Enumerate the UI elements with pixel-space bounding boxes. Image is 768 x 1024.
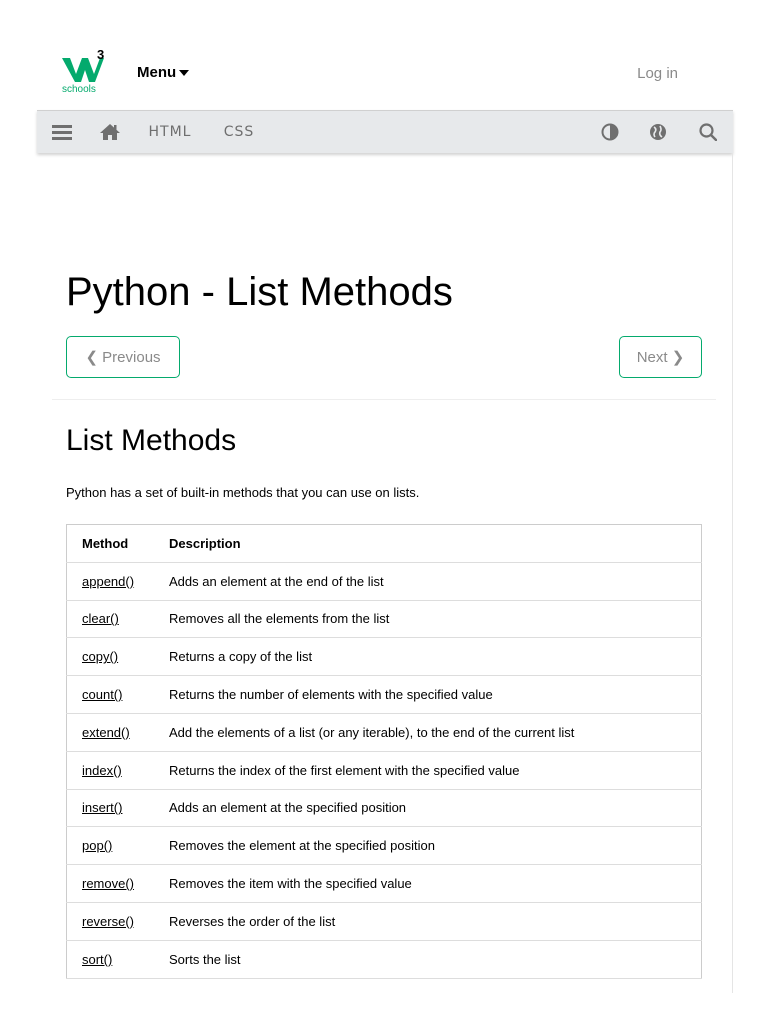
description-cell: Removes the element at the specified position	[169, 838, 435, 854]
top-header	[37, 36, 733, 110]
method-cell	[67, 638, 155, 676]
description-cell: Reverses the order of the list	[169, 913, 336, 929]
logo-superscript: 3	[97, 47, 105, 62]
method-cell	[67, 940, 155, 978]
content-border	[732, 153, 733, 993]
table-row	[67, 827, 702, 865]
description-cell: Removes all the elements from the list	[169, 611, 390, 627]
table-header-row	[67, 525, 702, 563]
method-link[interactable]: sort()	[82, 951, 113, 967]
method-cell	[67, 713, 155, 751]
description-cell: Returns the index of the first element with the specified value	[169, 762, 520, 778]
method-cell	[67, 751, 155, 789]
table-row	[67, 751, 702, 789]
description-cell: Returns the number of elements with the specified value	[169, 687, 493, 703]
method-link[interactable]: reverse()	[82, 913, 135, 929]
table-row	[67, 865, 702, 903]
method-link[interactable]: clear()	[82, 611, 119, 627]
table-row	[67, 638, 702, 676]
method-cell	[67, 789, 155, 827]
hamburger-menu-icon[interactable]	[51, 111, 73, 153]
search-icon[interactable]	[697, 111, 719, 153]
table-row	[67, 940, 702, 978]
table-row	[67, 600, 702, 638]
description-cell: Adds an element at the end of the list	[169, 573, 384, 589]
nav-css[interactable]: CSS	[223, 124, 255, 140]
method-cell	[67, 865, 155, 903]
description-cell: Returns a copy of the list	[169, 649, 313, 665]
menu-label: Menu	[137, 64, 177, 81]
method-link[interactable]: insert()	[82, 800, 123, 816]
login-link[interactable]: Log in	[637, 65, 678, 82]
divider	[52, 399, 716, 400]
description-cell: Removes the item with the specified value	[169, 876, 412, 892]
method-cell	[67, 562, 155, 600]
description-cell: Adds an element at the specified position	[169, 800, 407, 816]
w3schools-logo[interactable]	[62, 47, 112, 96]
previous-button[interactable]: ❮ Previous	[66, 336, 180, 378]
contrast-icon[interactable]	[599, 111, 621, 153]
method-link[interactable]: append()	[82, 573, 135, 589]
method-link[interactable]: index()	[82, 762, 122, 778]
globe-icon[interactable]	[647, 111, 669, 153]
table-row	[67, 562, 702, 600]
method-link[interactable]: extend()	[82, 724, 130, 740]
header-method: Method	[82, 535, 129, 551]
method-link[interactable]: copy()	[82, 649, 119, 665]
table-row	[67, 789, 702, 827]
header-description: Description	[169, 535, 241, 551]
method-cell	[67, 902, 155, 940]
description-cell: Add the elements of a list (or any iterable), to the end of the current list	[169, 724, 575, 740]
nav-bar	[37, 110, 733, 153]
table-row	[67, 902, 702, 940]
method-cell	[67, 676, 155, 714]
page-title: Python - List Methods	[66, 270, 453, 314]
section-title: List Methods	[66, 424, 237, 457]
nav-html[interactable]: HTML	[148, 124, 192, 140]
logo-text: schools	[62, 84, 96, 95]
description-cell: Sorts the list	[169, 951, 241, 967]
method-link[interactable]: pop()	[82, 838, 113, 854]
home-icon[interactable]	[97, 111, 123, 153]
methods-table	[66, 524, 702, 979]
intro-text: Python has a set of built-in methods that you can use on lists.	[66, 485, 420, 500]
table-row	[67, 713, 702, 751]
caret-down-icon	[179, 70, 189, 76]
method-link[interactable]: remove()	[82, 876, 135, 892]
method-cell	[67, 827, 155, 865]
table-row	[67, 676, 702, 714]
method-cell	[67, 600, 155, 638]
next-button[interactable]: Next ❯	[619, 336, 702, 378]
menu-button[interactable]	[137, 64, 189, 81]
method-link[interactable]: count()	[82, 687, 123, 703]
